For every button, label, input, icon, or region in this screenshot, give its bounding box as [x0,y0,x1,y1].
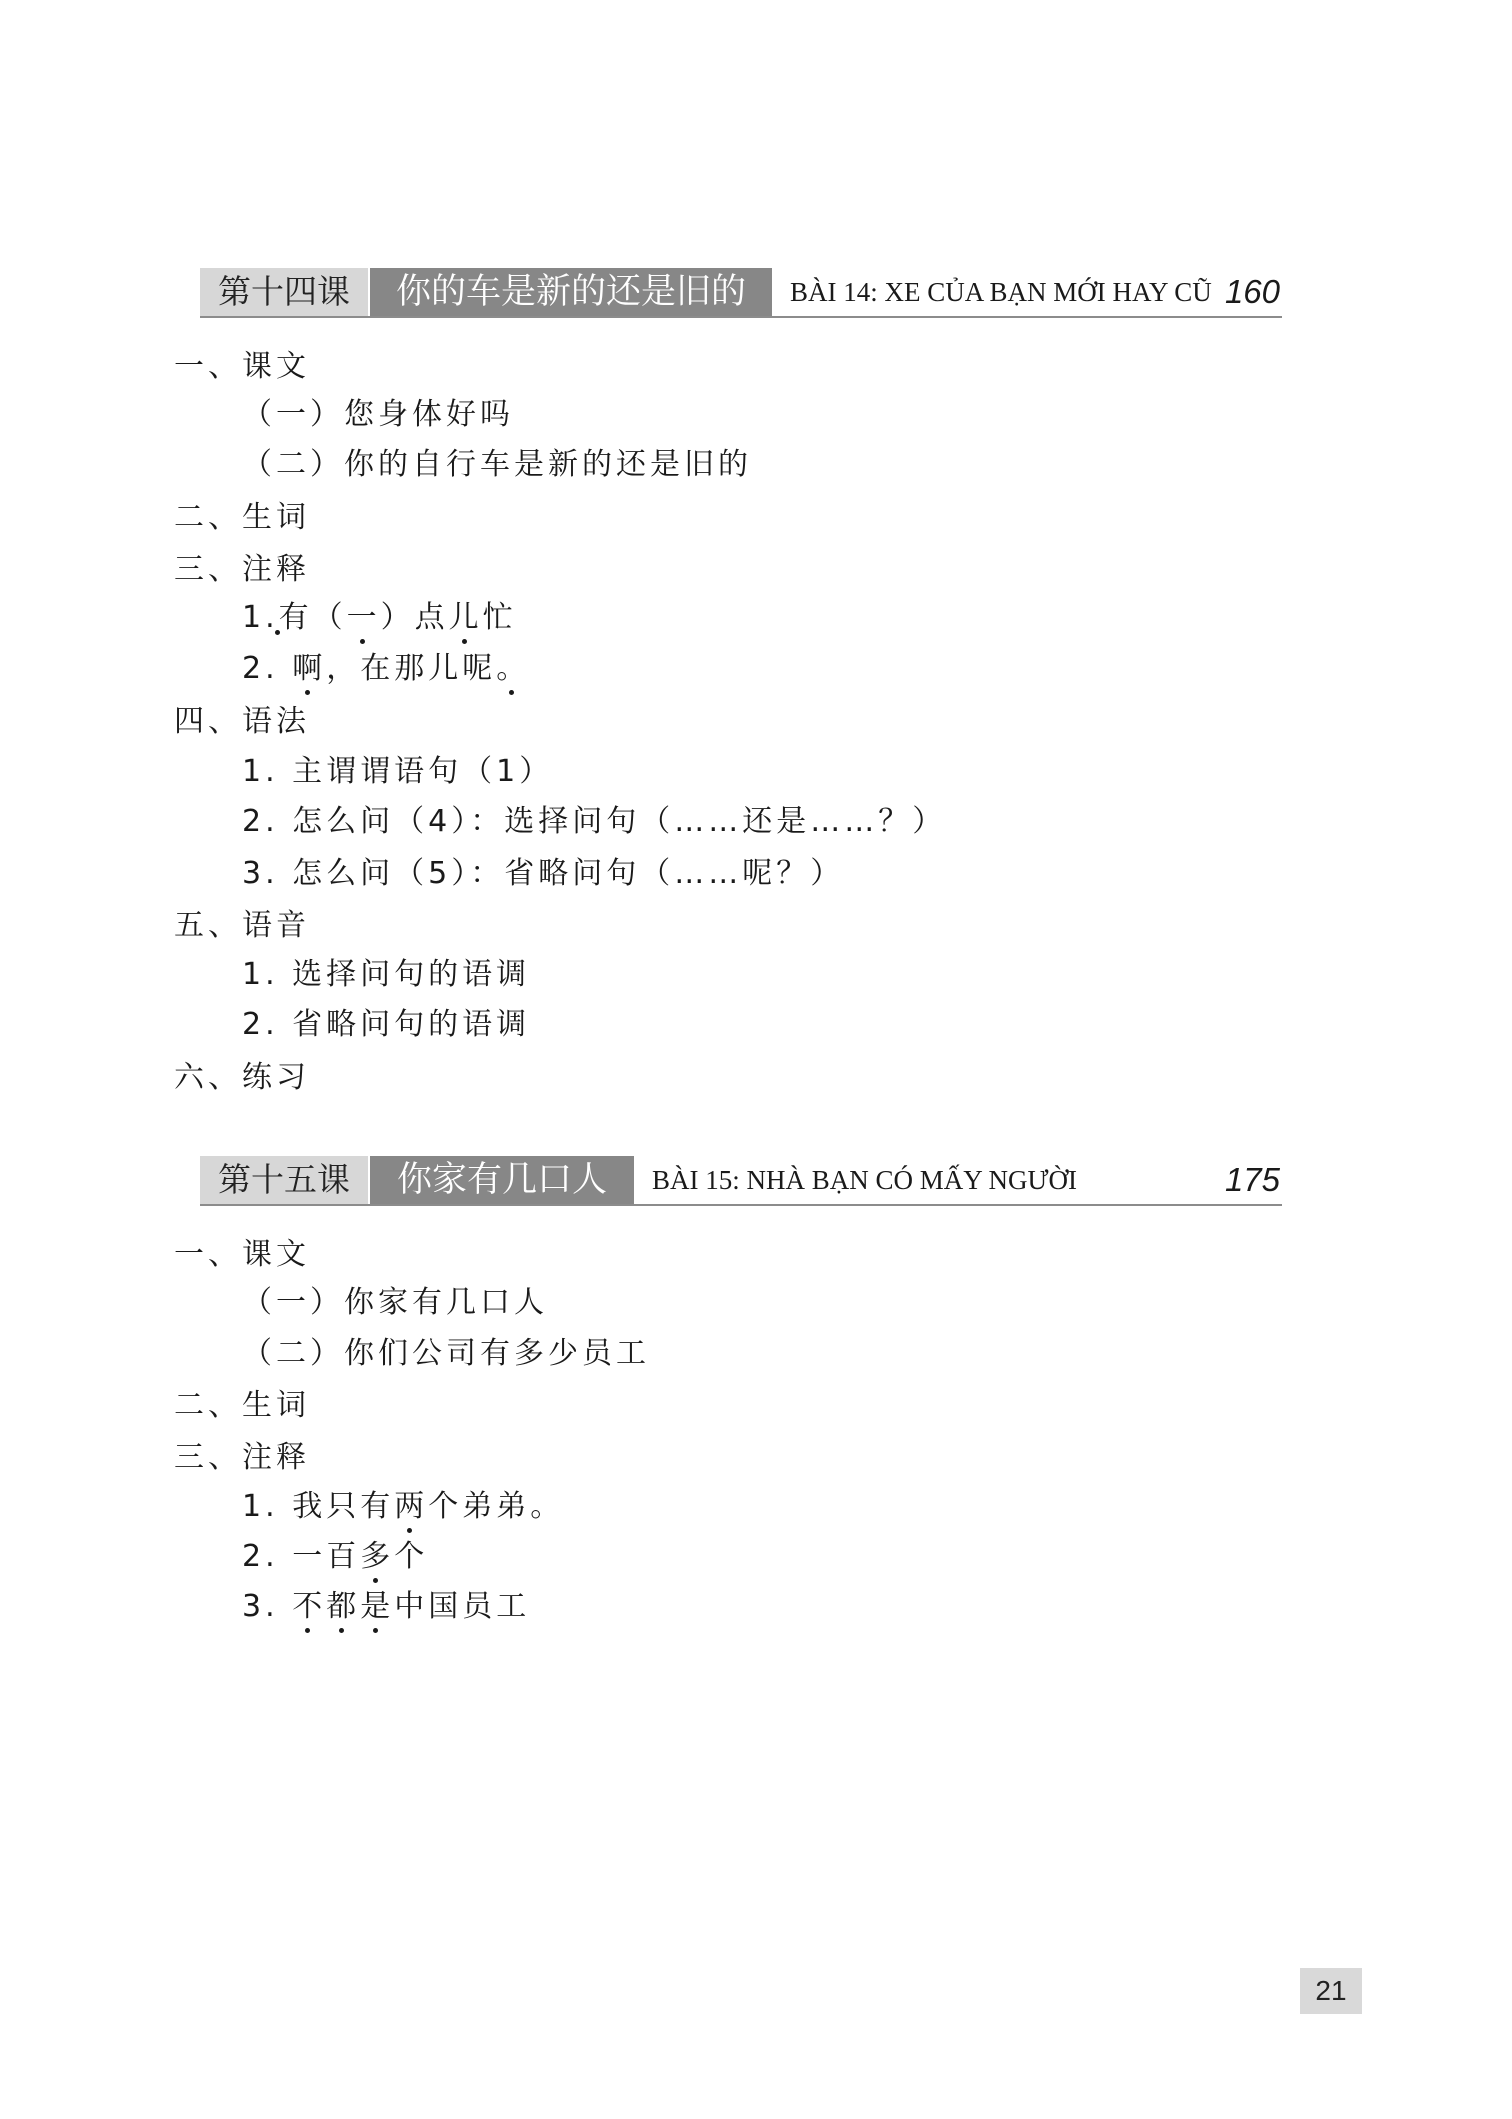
emphasis-mark: 多 [360,1539,395,1574]
emphasis-mark: 都 [326,1589,361,1624]
emphasis-mark: 一 [346,600,381,635]
emphasis-mark: 两 [394,1489,429,1524]
toc-item: 1. 选择问句的语调 [242,957,531,992]
lesson-title-chinese: 你的车是新的还是旧的 [370,268,772,316]
lesson-number: 第十五课 [200,1156,368,1204]
toc-item: 五、语音 [174,908,310,943]
toc-item: 二、生词 [174,1388,310,1423]
toc-item: 2. 啊，在那儿呢。 [242,651,531,686]
toc-item: 2. 省略问句的语调 [242,1007,531,1042]
lesson-header [200,1156,1282,1206]
toc-item: 1.有（一）点儿忙 [242,600,517,635]
emphasis-mark: 儿 [448,600,483,635]
lesson-page-ref: 175 [1224,1161,1280,1198]
toc-item: 二、生词 [174,500,310,535]
lesson-title-chinese: 你家有几口人 [370,1156,634,1204]
toc-item: （二）你们公司有多少员工 [242,1336,650,1371]
toc-item: 一、课文 [174,1237,310,1272]
toc-item: 2. 怎么问（4）：选择问句（……还是……？） [242,804,947,839]
toc-item: 四、语法 [174,704,310,739]
emphasis-mark: 是 [360,1589,395,1624]
emphasis-mark: 啊 [292,651,327,686]
lesson-page-ref: 160 [1224,273,1280,310]
lesson-number: 第十四课 [200,268,368,316]
lesson-title-vietnamese: BÀI 15: NHÀ BẠN CÓ MẤY NGƯỜI [652,1165,1077,1195]
emphasis-mark: 不 [292,1589,327,1624]
toc-item: （二）你的自行车是新的还是旧的 [242,447,752,482]
page-number: 21 [1300,1968,1362,2014]
toc-item: 3. 不都是中国员工 [242,1589,531,1624]
lesson-header [200,268,1282,318]
toc-item: 一、课文 [174,349,310,384]
toc-item: 1. 我只有两个弟弟。 [242,1489,565,1524]
toc-item: （一）你家有几口人 [242,1285,548,1320]
toc-item: 3. 怎么问（5）：省略问句（……呢？） [242,856,845,891]
toc-item: 1. 主谓谓语句（1） [242,754,554,789]
emphasis-mark: 。 [496,651,531,686]
lesson-title-vietnamese: BÀI 14: XE CỦA BẠN MỚI HAY CŨ [790,277,1212,307]
lesson-15 [200,1156,1282,1206]
toc-item: 2. 一百多个 [242,1539,429,1574]
toc-item: 三、注释 [174,1440,310,1475]
toc-item: （一）您身体好吗 [242,397,514,432]
lesson-14 [200,268,1282,318]
toc-item: 三、注释 [174,552,310,587]
toc-item: 六、练习 [174,1060,310,1095]
